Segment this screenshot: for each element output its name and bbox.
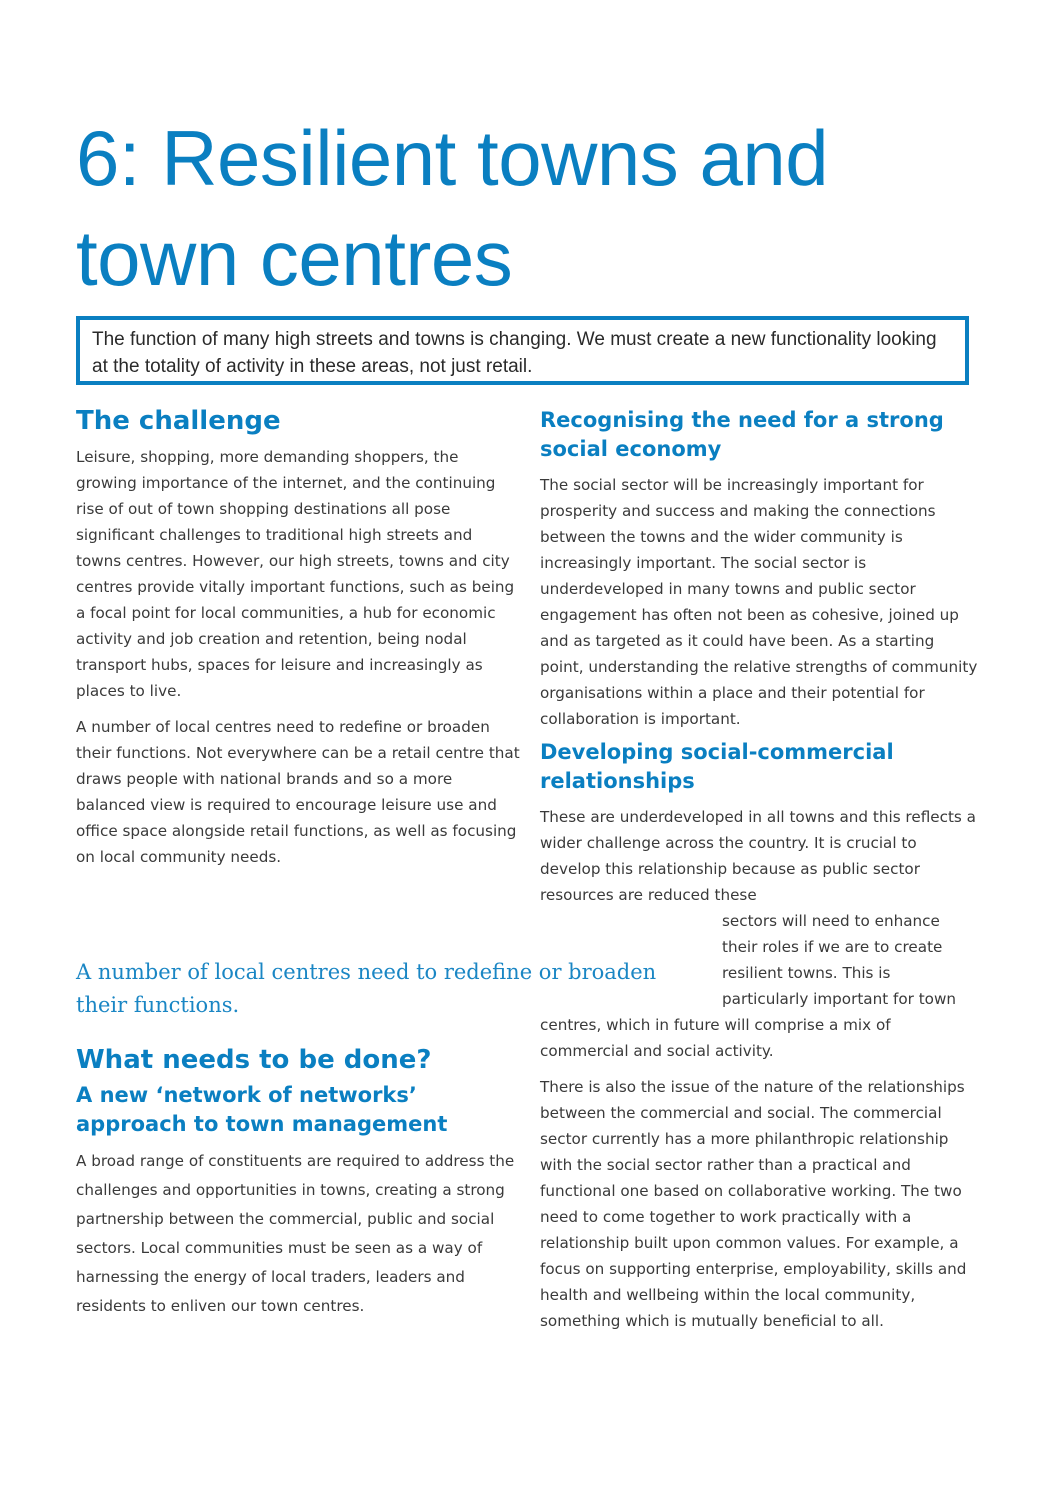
intro-callout-box bbox=[76, 316, 969, 385]
title-line-2: town centres bbox=[76, 214, 513, 302]
intro-callout-text: The function of many high streets and towns is changing. We must create a new functionality looking at the totality of activity in these areas, not just retail. bbox=[92, 329, 937, 377]
right-column bbox=[540, 406, 980, 1334]
challenge-paragraph-2: A number of local centres need to redefine or broaden their functions. Not everywhere can be a retail centre that draws people with national brands and so a more balanced view is required to encourage leisure use and office space alongside retail functions, as well as focusing on local community needs. bbox=[76, 718, 520, 866]
pull-quote: A number of local centres need to redefine or broaden their functions. bbox=[76, 960, 657, 1017]
left-column-lower bbox=[76, 1043, 521, 1321]
title-line-1: 6: Resilient towns and bbox=[76, 114, 829, 202]
left-column bbox=[76, 404, 521, 870]
what-needs-done-heading: What needs to be done? bbox=[76, 1045, 432, 1075]
network-heading: A new ‘network of networks’ approach to town management bbox=[76, 1083, 448, 1136]
network-paragraph: A broad range of constituents are required to address the challenges and opportunities in towns, creating a strong partnership between the commercial, public and social sectors. Local communities must be seen as a way of harnessing the energy of local traders, leaders and residents to enliven our town centres. bbox=[76, 1152, 515, 1315]
developing-paragraph-2: There is also the issue of the nature of the relationships between the commercial and social. The commercial sector currently has a more philanthropic relationship with the social sector rather than a practical and functional one based on collaborative working. The two need to come together to work practically with a relationship built upon common values. For example, a focus on supporting enterprise, employability, skills and health and wellbeing within the local community, something which is mutually beneficial to all. bbox=[540, 1078, 967, 1330]
challenge-paragraph-1: Leisure, shopping, more demanding shoppers, the growing importance of the internet, and the continuing rise of out of town shopping destinations all pose significant challenges to traditional high streets and towns centres. However, our high streets, towns and city centres provide vitally important functions, such as being a focal point for local communities, a hub for economic activity and job creation and retention, being nodal transport hubs, spaces for leisure and increasingly as places to live. bbox=[76, 448, 515, 700]
social-economy-heading: Recognising the need for a strong social economy bbox=[540, 408, 944, 461]
developing-paragraph-1-wrap bbox=[540, 908, 980, 1064]
pull-quote-spacer bbox=[540, 908, 722, 1012]
developing-heading: Developing social-commercial relationships bbox=[540, 740, 894, 793]
page-title bbox=[76, 108, 828, 308]
developing-paragraph-1b: sectors will need to enhance their roles if we are to create resilient towns. This is particularly important for town centres, which in future will comprise a mix of commercial and social activity. bbox=[540, 912, 957, 1060]
social-economy-paragraph: The social sector will be increasingly important for prosperity and success and making the connections between the towns and the wider community is increasingly important. The social sector is underdeveloped in many towns and public sector engagement has often not been as cohesive, joined up and as targeted as it could have been. As a starting point, understanding the relative strengths of community organisations within a place and their potential for collaboration is important. bbox=[540, 476, 978, 728]
developing-paragraph-1a: These are underdeveloped in all towns and this reflects a wider challenge across the country. It is crucial to develop this relationship because as public sector resources are reduced these bbox=[540, 808, 976, 904]
challenge-heading: The challenge bbox=[76, 406, 281, 436]
